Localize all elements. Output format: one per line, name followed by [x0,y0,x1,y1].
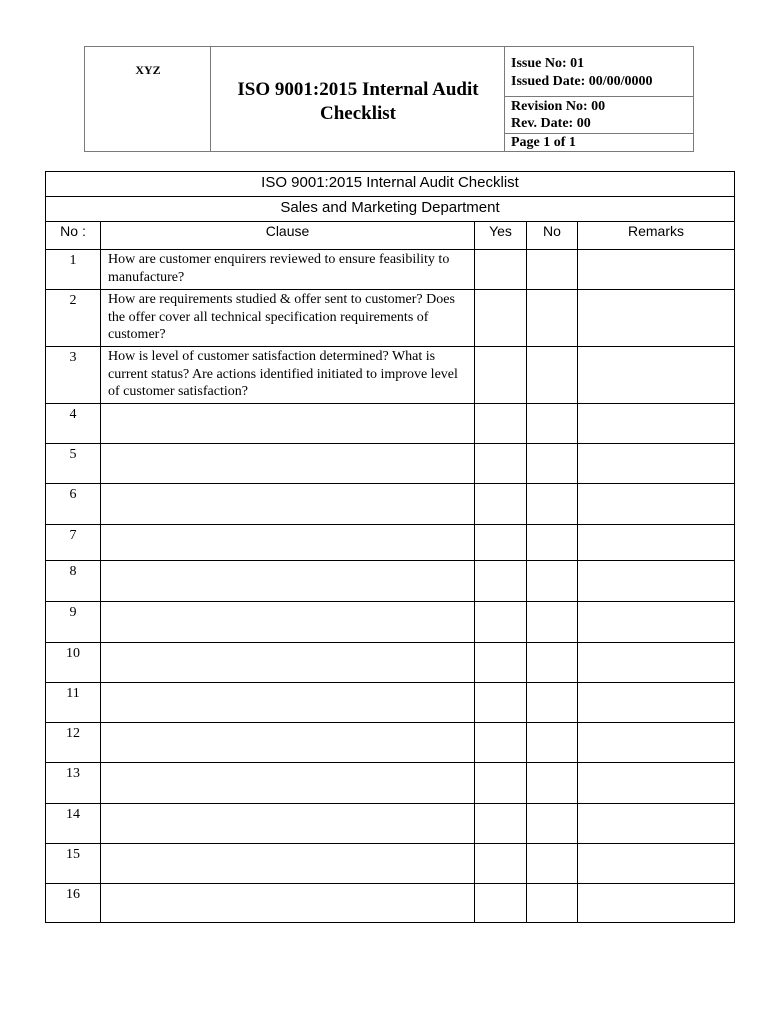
page-cell [505,134,693,151]
doc-title: ISO 9001:2015 Internal Audit Checklist [237,79,479,124]
issue-cell [505,47,693,97]
doc-title-cell [211,47,505,151]
department-name: Sales and Marketing Department [46,197,735,222]
table-row [46,290,735,347]
no-cell[interactable] [527,444,578,484]
yes-cell[interactable] [475,602,527,643]
column-header-yes: Yes [475,222,527,250]
remarks-cell[interactable] [578,844,735,884]
remarks-cell[interactable] [578,683,735,723]
clause-cell [101,602,475,643]
no-cell[interactable] [527,561,578,602]
yes-cell[interactable] [475,404,527,444]
issued-date: Issued Date: 00/00/0000 [511,74,653,89]
yes-cell[interactable] [475,250,527,290]
remarks-cell[interactable] [578,290,735,347]
remarks-cell[interactable] [578,561,735,602]
row-number: 15 [46,844,101,884]
remarks-cell[interactable] [578,763,735,804]
table-row [46,484,735,525]
remarks-cell[interactable] [578,404,735,444]
row-number: 1 [46,250,101,290]
clause-cell [101,561,475,602]
clause-cell [101,804,475,844]
remarks-cell[interactable] [578,347,735,404]
column-header-no-answer: No [527,222,578,250]
no-cell[interactable] [527,347,578,404]
column-header-remarks: Remarks [578,222,735,250]
table-row [46,525,735,561]
clause-cell: How is level of customer satisfaction determined? What is current status? Are actions identified initiated to improve level of customer satisfaction? [101,347,475,404]
yes-cell[interactable] [475,290,527,347]
table-row [46,347,735,404]
rev-date: Rev. Date: 00 [511,116,591,131]
row-number: 9 [46,602,101,643]
table-row [46,763,735,804]
clause-cell: How are customer enquirers reviewed to ensure feasibility to manufacture? [101,250,475,290]
row-number: 7 [46,525,101,561]
clause-cell [101,683,475,723]
yes-cell[interactable] [475,444,527,484]
table-row [46,643,735,683]
clause-cell [101,643,475,683]
clause-cell [101,884,475,923]
row-number: 5 [46,444,101,484]
clause-cell [101,723,475,763]
row-number: 14 [46,804,101,844]
table-row [46,884,735,923]
page-number: Page 1 of 1 [511,135,576,150]
no-cell[interactable] [527,525,578,561]
yes-cell[interactable] [475,643,527,683]
table-row [46,804,735,844]
remarks-cell[interactable] [578,643,735,683]
table-row [46,723,735,763]
table-row [46,602,735,643]
revision-no: Revision No: 00 [511,99,606,114]
remarks-cell[interactable] [578,525,735,561]
audit-checklist-table [45,171,735,923]
yes-cell[interactable] [475,525,527,561]
row-number: 4 [46,404,101,444]
table-row [46,561,735,602]
company-name: XYZ [135,63,161,77]
remarks-cell[interactable] [578,444,735,484]
no-cell[interactable] [527,884,578,923]
yes-cell[interactable] [475,884,527,923]
no-cell[interactable] [527,404,578,444]
table-row [46,844,735,884]
issue-no: Issue No: 01 [511,56,585,71]
no-cell[interactable] [527,723,578,763]
table-row [46,683,735,723]
yes-cell[interactable] [475,347,527,404]
clause-cell [101,484,475,525]
row-number: 3 [46,347,101,404]
no-cell[interactable] [527,290,578,347]
remarks-cell[interactable] [578,250,735,290]
clause-cell [101,525,475,561]
column-header-row [46,222,735,250]
table-row [46,404,735,444]
table-row [46,444,735,484]
clause-cell [101,763,475,804]
checklist-title: ISO 9001:2015 Internal Audit Checklist [46,172,735,197]
yes-cell[interactable] [475,683,527,723]
no-cell[interactable] [527,844,578,884]
yes-cell[interactable] [475,561,527,602]
remarks-cell[interactable] [578,602,735,643]
no-cell[interactable] [527,643,578,683]
remarks-cell[interactable] [578,723,735,763]
row-number: 16 [46,884,101,923]
clause-cell [101,444,475,484]
row-number: 10 [46,643,101,683]
yes-cell[interactable] [475,723,527,763]
document-header [84,46,694,152]
clause-cell [101,404,475,444]
clause-cell [101,844,475,884]
row-number: 12 [46,723,101,763]
remarks-cell[interactable] [578,884,735,923]
column-header-clause: Clause [101,222,475,250]
clause-cell: How are requirements studied & offer sent to customer? Does the offer cover all technical specification requirements of customer? [101,290,475,347]
company-cell [85,47,211,151]
table-row [46,250,735,290]
row-number: 13 [46,763,101,804]
no-cell[interactable] [527,250,578,290]
no-cell[interactable] [527,683,578,723]
remarks-cell[interactable] [578,804,735,844]
row-number: 11 [46,683,101,723]
yes-cell[interactable] [475,763,527,804]
no-cell[interactable] [527,602,578,643]
no-cell[interactable] [527,763,578,804]
row-number: 2 [46,290,101,347]
revision-cell [505,97,693,134]
row-number: 6 [46,484,101,525]
yes-cell[interactable] [475,484,527,525]
no-cell[interactable] [527,484,578,525]
yes-cell[interactable] [475,844,527,884]
remarks-cell[interactable] [578,484,735,525]
no-cell[interactable] [527,804,578,844]
column-header-no: No : [46,222,101,250]
yes-cell[interactable] [475,804,527,844]
row-number: 8 [46,561,101,602]
